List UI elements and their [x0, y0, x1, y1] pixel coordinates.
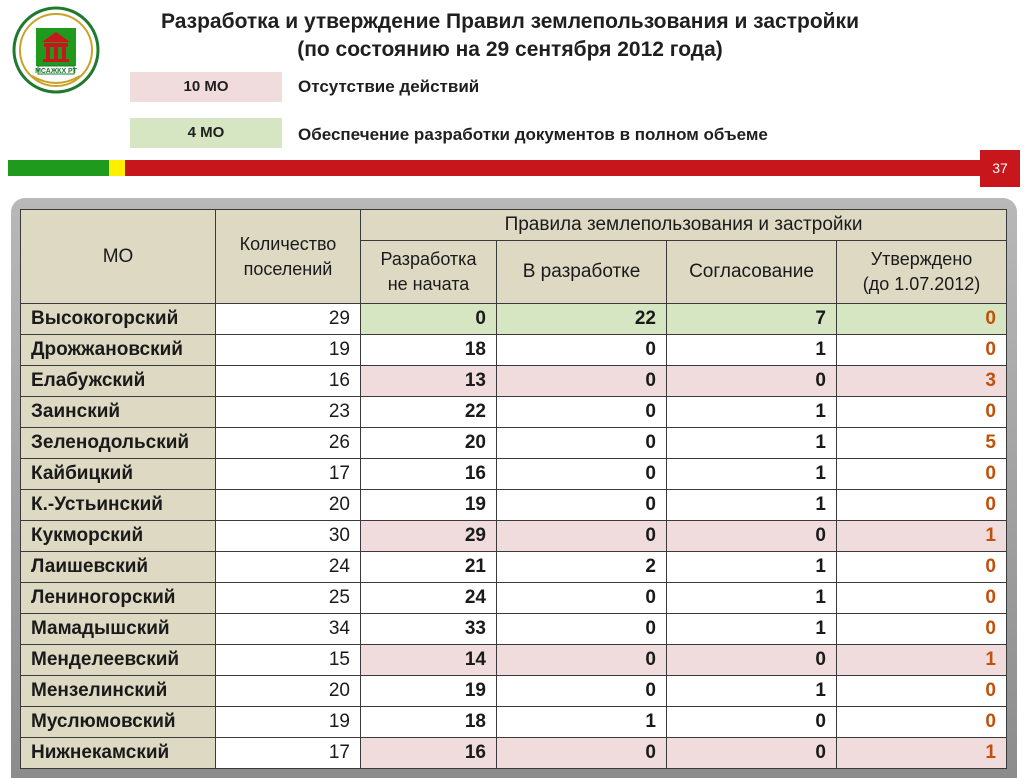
legend-text-full-development: Обеспечение разработки документов в полном объеме [298, 125, 768, 144]
not-started-cell: 29 [361, 521, 497, 552]
agreement-cell: 0 [667, 366, 837, 397]
approved-cell: 0 [837, 583, 1007, 614]
page-number: 37 [980, 150, 1020, 187]
table-row [21, 304, 1007, 335]
agreement-cell: 1 [667, 428, 837, 459]
district-name-cell: Муслюмовский [21, 707, 216, 738]
table-row [21, 676, 1007, 707]
in-development-cell: 0 [497, 490, 667, 521]
header-zoning-rules-group: Правила землепользования и застройки [361, 210, 1007, 241]
not-started-cell: 16 [361, 738, 497, 769]
not-started-cell: 20 [361, 428, 497, 459]
table-row [21, 552, 1007, 583]
header-approved: Утверждено (до 1.07.2012) [837, 241, 1007, 304]
agreement-cell: 0 [667, 738, 837, 769]
district-name-cell: Мензелинский [21, 676, 216, 707]
in-development-cell: 0 [497, 459, 667, 490]
district-name-cell: Нижнекамский [21, 738, 216, 769]
in-development-cell: 0 [497, 335, 667, 366]
not-started-cell: 18 [361, 707, 497, 738]
district-name-cell: Дрожжановский [21, 335, 216, 366]
approved-cell: 1 [837, 521, 1007, 552]
settlement-count-cell: 23 [216, 397, 361, 428]
settlement-count-cell: 20 [216, 676, 361, 707]
settlement-count-cell: 25 [216, 583, 361, 614]
legend-badge-no-action: 10 МО [130, 72, 282, 102]
divider-bar-green [8, 160, 109, 176]
settlement-count-cell: 34 [216, 614, 361, 645]
agreement-cell: 1 [667, 676, 837, 707]
settlement-count-cell: 29 [216, 304, 361, 335]
table-row [21, 521, 1007, 552]
table-row [21, 583, 1007, 614]
approved-cell: 0 [837, 335, 1007, 366]
agreement-cell: 1 [667, 583, 837, 614]
table-row [21, 707, 1007, 738]
title-line-1: Разработка и утверждение Правил землепользования и застройки [161, 10, 859, 33]
not-started-cell: 22 [361, 397, 497, 428]
settlement-count-cell: 19 [216, 707, 361, 738]
approved-cell: 1 [837, 738, 1007, 769]
page-title [110, 8, 910, 64]
agreement-cell: 7 [667, 304, 837, 335]
table-row [21, 490, 1007, 521]
settlement-count-cell: 30 [216, 521, 361, 552]
approved-cell: 0 [837, 459, 1007, 490]
not-started-cell: 13 [361, 366, 497, 397]
district-name-cell: Кайбицкий [21, 459, 216, 490]
settlement-count-cell: 17 [216, 738, 361, 769]
approved-cell: 0 [837, 490, 1007, 521]
district-name-cell: Лениногорский [21, 583, 216, 614]
in-development-cell: 0 [497, 366, 667, 397]
approved-cell: 0 [837, 552, 1007, 583]
not-started-cell: 14 [361, 645, 497, 676]
approved-cell: 0 [837, 304, 1007, 335]
approved-cell: 1 [837, 645, 1007, 676]
in-development-cell: 2 [497, 552, 667, 583]
in-development-cell: 22 [497, 304, 667, 335]
district-name-cell: Менделеевский [21, 645, 216, 676]
table-row [21, 366, 1007, 397]
header-in-development: В разработке [497, 241, 667, 304]
not-started-cell: 21 [361, 552, 497, 583]
ministry-logo [12, 6, 100, 94]
in-development-cell: 0 [497, 676, 667, 707]
agreement-cell: 1 [667, 459, 837, 490]
settlement-count-cell: 15 [216, 645, 361, 676]
table-body [21, 304, 1007, 769]
in-development-cell: 0 [497, 428, 667, 459]
in-development-cell: 0 [497, 521, 667, 552]
district-name-cell: Елабужский [21, 366, 216, 397]
settlement-count-cell: 26 [216, 428, 361, 459]
agreement-cell: 0 [667, 521, 837, 552]
not-started-cell: 19 [361, 676, 497, 707]
district-name-cell: Высокогорский [21, 304, 216, 335]
table-row [21, 645, 1007, 676]
settlement-count-cell: 19 [216, 335, 361, 366]
not-started-cell: 0 [361, 304, 497, 335]
header-mo: МО [21, 210, 216, 304]
district-name-cell: Кукморский [21, 521, 216, 552]
in-development-cell: 0 [497, 645, 667, 676]
district-name-cell: Зеленодольский [21, 428, 216, 459]
table-row [21, 614, 1007, 645]
table-frame [11, 198, 1017, 778]
agreement-cell: 1 [667, 335, 837, 366]
not-started-cell: 33 [361, 614, 497, 645]
settlement-count-cell: 24 [216, 552, 361, 583]
in-development-cell: 0 [497, 614, 667, 645]
settlement-count-cell: 17 [216, 459, 361, 490]
header-settlement-count: Количество поселений [216, 210, 361, 304]
not-started-cell: 16 [361, 459, 497, 490]
district-name-cell: Заинский [21, 397, 216, 428]
agreement-cell: 0 [667, 707, 837, 738]
table-row [21, 459, 1007, 490]
not-started-cell: 19 [361, 490, 497, 521]
agreement-cell: 0 [667, 645, 837, 676]
settlement-count-cell: 20 [216, 490, 361, 521]
agreement-cell: 1 [667, 397, 837, 428]
title-line-2: (по состоянию на 29 сентября 2012 года) [297, 38, 723, 61]
table-row [21, 335, 1007, 366]
not-started-cell: 18 [361, 335, 497, 366]
approved-cell: 3 [837, 366, 1007, 397]
in-development-cell: 0 [497, 583, 667, 614]
table-row [21, 738, 1007, 769]
agreement-cell: 1 [667, 490, 837, 521]
district-name-cell: Мамадышский [21, 614, 216, 645]
legend-badge-full-development: 4 МО [130, 118, 282, 148]
divider-bar-yellow [109, 160, 125, 176]
approved-cell: 0 [837, 707, 1007, 738]
table-row [21, 397, 1007, 428]
approved-cell: 5 [837, 428, 1007, 459]
header-not-started: Разработка не начата [361, 241, 497, 304]
district-name-cell: Лаишевский [21, 552, 216, 583]
agreement-cell: 1 [667, 552, 837, 583]
svg-text:МСАЖКХ РТ: МСАЖКХ РТ [35, 68, 77, 75]
table-row [21, 428, 1007, 459]
zoning-rules-table [20, 209, 1007, 769]
in-development-cell: 1 [497, 707, 667, 738]
approved-cell: 0 [837, 397, 1007, 428]
agreement-cell: 1 [667, 614, 837, 645]
district-name-cell: К.-Устьинский [21, 490, 216, 521]
in-development-cell: 0 [497, 397, 667, 428]
approved-cell: 0 [837, 614, 1007, 645]
settlement-count-cell: 16 [216, 366, 361, 397]
divider-bar-red [125, 160, 980, 176]
not-started-cell: 24 [361, 583, 497, 614]
legend-text-no-action: Отсутствие действий [298, 77, 480, 96]
approved-cell: 0 [837, 676, 1007, 707]
in-development-cell: 0 [497, 738, 667, 769]
header-agreement: Согласование [667, 241, 837, 304]
